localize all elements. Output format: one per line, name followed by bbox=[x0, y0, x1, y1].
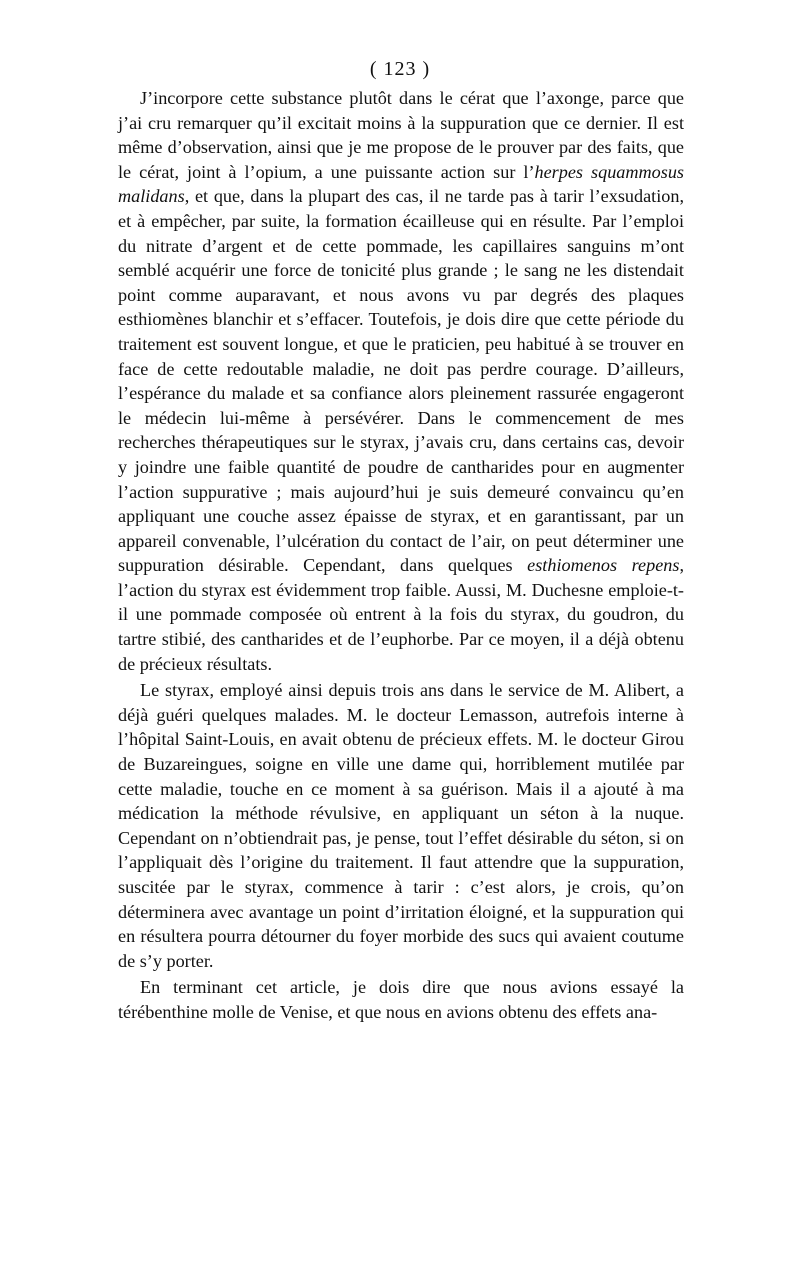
paragraph-1-text-c: , l’action du styrax est évidemment trop faible. Aussi, M. Duchesne emploie-t-il une pommade composée où entrent à la fois du styrax, du goudron, du tartre stibié, des cantharides et de l’euphorbe. Par ce moyen, il a déjà obtenu de précieux résultats. bbox=[118, 555, 684, 674]
paragraph-2: Le styrax, employé ainsi depuis trois ans dans le service de M. Alibert, a déjà guéri quelques malades. M. le docteur Lemasson, autrefois interne à l’hôpital Saint-Louis, en avait obtenu de précieux effets. M. le docteur Girou de Buzareingues, soigne en ville une dame qui, horriblement mutilée par cette maladie, touche en ce moment à sa guérison. Mais il a ajouté à ma médication la méthode révulsive, en appliquant un séton à la nuque. Cependant on n’obtiendrait pas, je pense, tout l’effet désirable du séton, si on l’appliquait dès l’origine du traitement. Il faut attendre que la suppuration, suscitée par le styrax, commence à tarir : c’est alors, je crois, qu’on déterminera avec avantage un point d’irritation éloigné, et la suppuration qui en résultera pourra détourner du foyer morbide des sucs qui avaient coutume de s’y porter. bbox=[118, 680, 684, 971]
paragraph-1-text-b: , et que, dans la plupart des cas, il ne tarde pas à tarir l’exsudation, et à empêcher, par suite, la formation écailleuse qui en résulte. Par l’emploi du nitrate d’argent et de cette pommade, les capillaires sanguins m’ont semblé acquérir une force de tonicité plus grande ; le sang ne les distendait point comme auparavant, et nous avons vu par degrés des plaques esthiomènes blanchir et s’effacer. Toutefois, je dois dire que cette période du traitement est souvent longue, et que le praticien, peu habitué à se trouver en face de cette redoutable maladie, ne doit pas perdre courage. D’ailleurs, l’espérance du malade et sa confiance alors pleinement rassurée engageront le médecin lui-même à persévérer. Dans le commencement de mes recherches thérapeutiques sur le styrax, j’avais cru, dans certains cas, devoir y joindre une faible quantité de poudre de cantharides pour en augmenter l’action suppurative ; mais aujourd’hui je suis demeuré convaincu qu’en appliquant une couche assez épaisse de styrax, et en garantissant, par un appareil convenable, l’ulcération du contact de l’air, on peut déterminer une suppuration désirable. Cependant, dans quelques bbox=[118, 186, 684, 576]
page-number: ( 123 ) bbox=[369, 58, 431, 80]
paragraph-1-italic-b: esthiomenos repens bbox=[527, 555, 680, 576]
paragraph-3: En terminant cet article, je dois dire que nous avions essayé la térébenthine molle de Venise, et que nous en avions obtenu des effets ana- bbox=[118, 977, 684, 1022]
paragraph-1-text-a: J’incorpore cette substance plutôt dans le cérat que l’axonge, parce que j’ai cru remarquer qu’il excitait moins à la suppuration que ce dernier. Il est même d’observation, ainsi que je me propose de le prouver par des faits, que le cérat, joint à l’opium, a une puissante action sur l’ bbox=[118, 88, 684, 182]
paragraph-1 bbox=[118, 86, 684, 676]
paragraph-1-italic-a: herpes squammosus malidans bbox=[118, 161, 684, 207]
body-text bbox=[118, 86, 684, 1025]
